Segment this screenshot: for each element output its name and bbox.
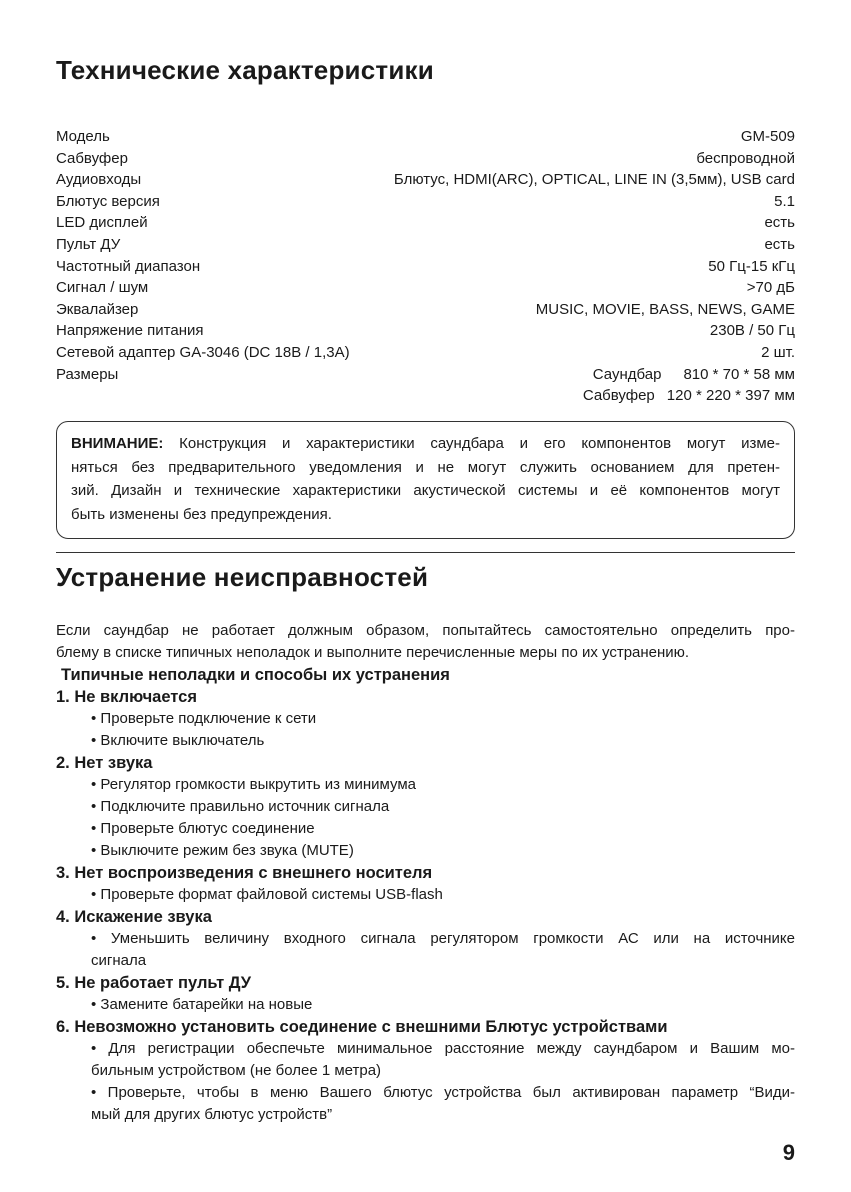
spec-value: GM-509: [740, 128, 795, 145]
tip-item: • Проверьте формат файловой системы USB-flash: [91, 886, 443, 903]
intro-line: Если саундбар не работает должным образом, попытайтесь самостоятельно определить про-: [56, 622, 795, 639]
problem-title: 1. Не включается: [56, 688, 197, 706]
tip-item: • Выключите режим без звука (MUTE): [91, 842, 354, 859]
tip-item: • Проверьте блютус соединение: [91, 820, 315, 837]
spec-name: Эквалайзер: [56, 300, 139, 318]
troubleshooting-title: Устранение неисправностей: [56, 562, 429, 592]
spec-name: Блютус версия: [56, 192, 160, 210]
tip-item-continued: мый для других блютус устройств”: [91, 1106, 333, 1123]
dimension-label: Сабвуфер: [582, 387, 655, 405]
specs-title: Технические характеристики: [56, 55, 434, 85]
problem-title: 2. Нет звука: [56, 754, 153, 772]
tip-item: • Включите выключатель: [91, 732, 265, 749]
notice-box: [56, 421, 795, 539]
spec-row: [56, 212, 795, 234]
spec-row-dimensions-2: [56, 385, 795, 407]
spec-value: 50 Гц-15 кГц: [708, 257, 795, 275]
spec-name: Сигнал / шум: [56, 279, 149, 297]
dimension-value: 810 * 70 * 58 мм: [683, 365, 795, 383]
dimension-value: 120 * 220 * 397 мм: [666, 387, 795, 405]
spec-name: Модель: [56, 128, 110, 145]
problem-title: 5. Не работает пульт ДУ: [56, 974, 252, 992]
notice-line: [71, 432, 780, 456]
spec-row: [56, 299, 795, 321]
spec-value: 230В / 50 Гц: [709, 322, 795, 340]
spec-value: есть: [764, 235, 795, 253]
spec-row: [56, 191, 795, 213]
spec-value: есть: [764, 214, 795, 232]
spec-name: Частотный диапазон: [56, 257, 201, 275]
spec-name: Сабвуфер: [56, 149, 128, 167]
dimension-soundbar: [593, 364, 795, 386]
spec-row: [56, 169, 795, 191]
spec-row-dimensions: [56, 364, 795, 386]
spec-value: беспроводной: [696, 149, 795, 167]
section-divider: [56, 552, 795, 553]
spec-name: Напряжение питания: [56, 322, 204, 340]
tip-item: • Подключите правильно источник сигнала: [91, 798, 390, 815]
problem-list: [56, 664, 795, 1126]
notice-line: зий. Дизайн и технические характеристики акустической системы и её компонентов могут: [71, 482, 780, 499]
spec-name: Аудиовходы: [56, 171, 142, 189]
tip-item-continued: бильным устройством (не более 1 метра): [91, 1062, 382, 1079]
problems-subtitle: Типичные неполадки и способы их устранения: [61, 666, 450, 684]
notice-label: ВНИМАНИЕ:: [71, 435, 164, 452]
tip-item: • Уменьшить величину входного сигнала регулятором громкости АС или на источнике: [91, 930, 795, 947]
spec-name: LED дисплей: [56, 214, 148, 232]
dimension-subwoofer: [583, 385, 795, 407]
dimension-label: Саундбар: [592, 365, 662, 383]
spec-row: [56, 234, 795, 256]
tip-item: • Регулятор громкости выкрутить из минимума: [91, 776, 416, 793]
spec-value: 5.1: [774, 192, 795, 210]
spec-row: [56, 342, 795, 364]
intro-line: блему в списке типичных неполадок и выполните перечисленные меры по их устранению.: [56, 644, 690, 661]
spec-value: MUSIC, MOVIE, BASS, NEWS, GAME: [535, 300, 795, 318]
notice-line: няться без предварительного уведомления и не могут служить основанием для претен-: [71, 458, 780, 476]
spec-value: >70 дБ: [746, 279, 795, 297]
notice-text: Конструкция и характеристики саундбара и его компонентов могут изме-: [163, 435, 780, 452]
problem-title: 4. Искажение звука: [56, 908, 212, 926]
problem-title: 3. Нет воспроизведения с внешнего носителя: [56, 864, 433, 882]
spec-value: Блютус, HDMI(ARC), OPTICAL, LINE IN (3,5мм), USB card: [393, 171, 795, 189]
tip-item: • Проверьте подключение к сети: [91, 710, 317, 727]
page-number: 9: [782, 1140, 795, 1165]
spec-name: Сетевой адаптер GA-3046 (DC 18В / 1,3А): [56, 343, 350, 361]
spec-name: Размеры: [56, 365, 119, 383]
spec-row: [56, 277, 795, 299]
spec-value: 2 шт.: [761, 343, 795, 361]
tip-item-continued: сигнала: [91, 952, 147, 969]
troubleshooting-intro: [56, 620, 795, 664]
spec-row: [56, 126, 795, 148]
spec-name: Пульт ДУ: [56, 235, 121, 253]
notice-line: быть изменены без предупреждения.: [71, 505, 332, 523]
problem-title: 6. Невозможно установить соединение с внешними Блютус устройствами: [56, 1018, 668, 1036]
spec-row: [56, 320, 795, 342]
tip-item: • Проверьте, чтобы в меню Вашего блютус устройства был активирован параметр “Види-: [91, 1084, 795, 1101]
tip-item: • Для регистрации обеспечьте минимальное расстояние между саундбаром и Вашим мо-: [91, 1040, 795, 1057]
specs-table: [56, 126, 795, 407]
tip-item: • Замените батарейки на новые: [91, 996, 313, 1013]
spec-row: [56, 256, 795, 278]
spec-row: [56, 148, 795, 170]
